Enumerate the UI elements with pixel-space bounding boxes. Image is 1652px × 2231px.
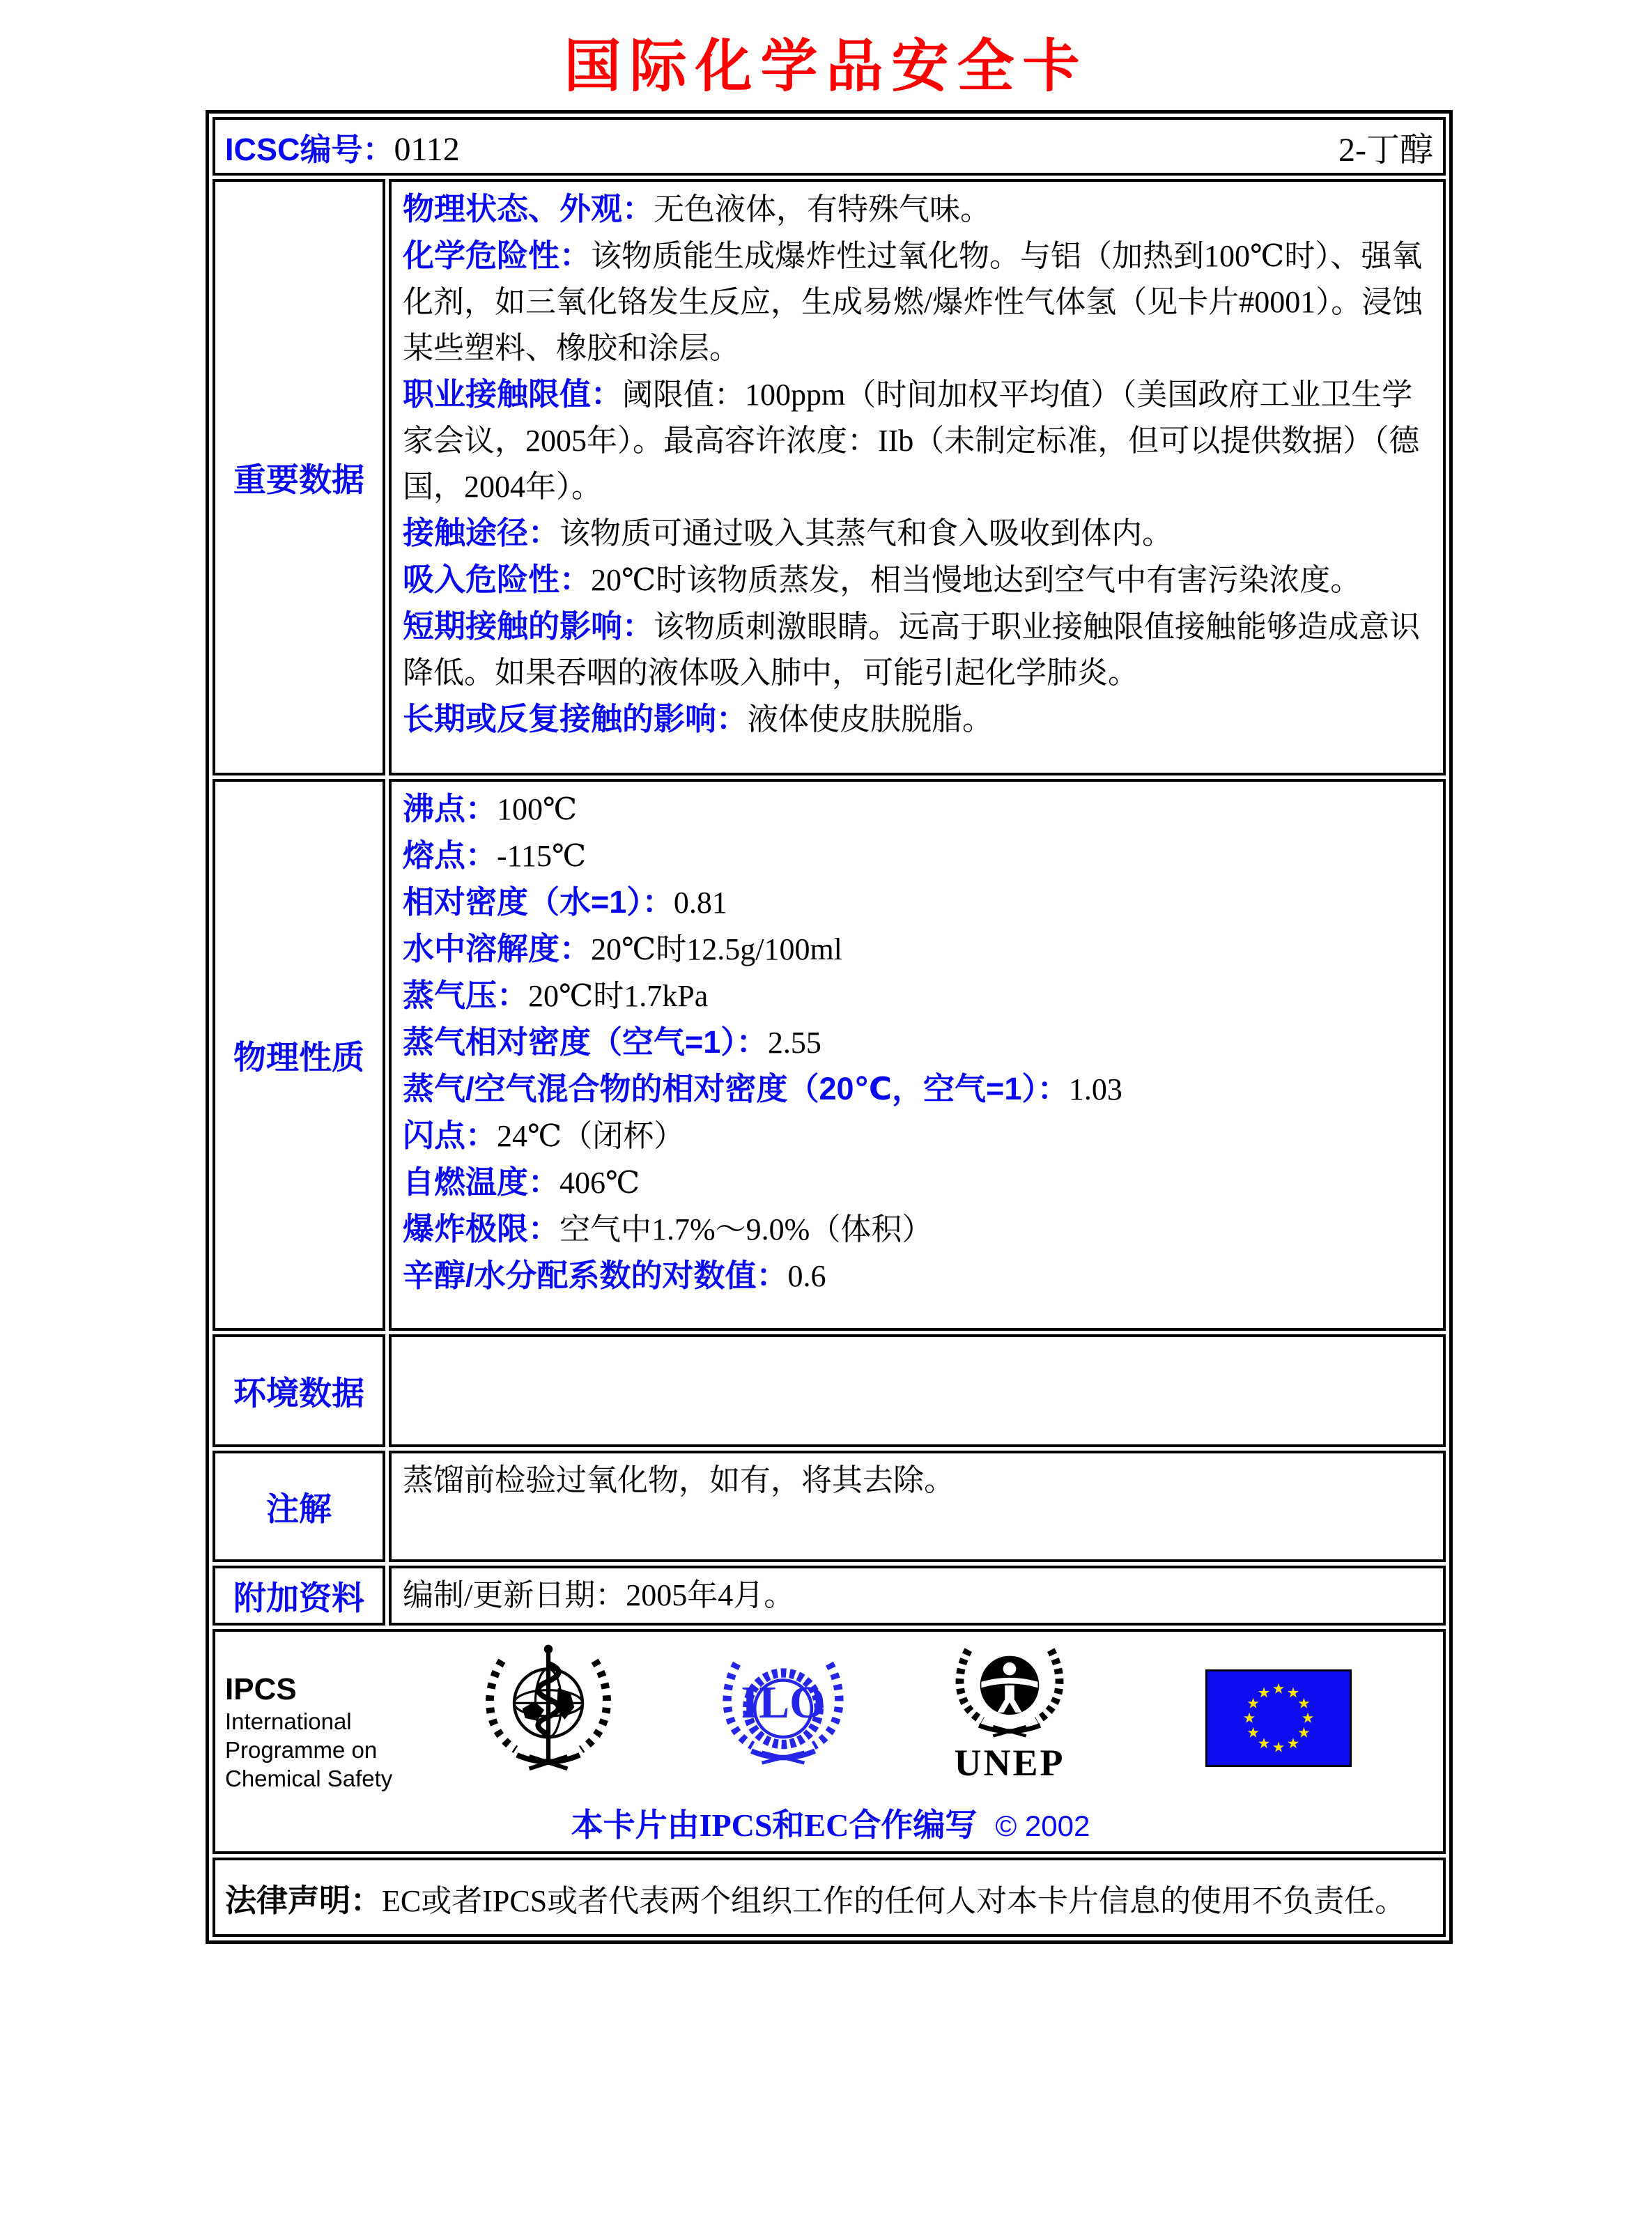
- additional-info-row: [213, 1566, 1446, 1626]
- additional-info-content: 编制/更新日期：2005年4月。: [389, 1566, 1446, 1626]
- ipcs-line: International: [225, 1708, 352, 1734]
- ilo-letters: ILO: [741, 1677, 826, 1728]
- notes-content: 蒸馏前检验过氧化物，如有，将其去除。: [389, 1451, 1446, 1562]
- property-line: [403, 926, 1432, 973]
- property-line: [403, 879, 1432, 926]
- property-value: -115℃: [497, 839, 587, 873]
- property-label: 蒸气相对密度（空气=1）：: [403, 1024, 768, 1060]
- field-label: 接触途径：: [403, 515, 560, 550]
- unep-caption: UNEP: [954, 1742, 1065, 1784]
- additional-info-label: 附加资料: [213, 1566, 385, 1626]
- property-value: 2.55: [767, 1026, 821, 1060]
- copyright-text: © 2002: [995, 1809, 1090, 1842]
- important-data-item: [403, 557, 1432, 603]
- ipcs-line: Programme on: [225, 1737, 378, 1763]
- icsc-number-label: ICSC编号：: [225, 131, 394, 167]
- ipcs-acronym: IPCS: [225, 1672, 297, 1706]
- field-text: 该物质可通过吸入其蒸气和食入吸收到体内。: [559, 516, 1173, 550]
- credit-text: 本卡片由IPCS和EC合作编写: [571, 1807, 978, 1843]
- chemical-name: 2-丁醇: [1338, 131, 1433, 169]
- notes-row: [213, 1451, 1446, 1562]
- icsc-card-table: [206, 110, 1453, 1944]
- field-label: 吸入危险性：: [403, 562, 592, 597]
- logos-row: [213, 1629, 1446, 1854]
- important-data-item: [403, 233, 1432, 371]
- field-label: 化学危险性：: [403, 238, 592, 273]
- header-row: [213, 117, 1446, 176]
- important-data-row: [213, 179, 1446, 775]
- icsc-number: [225, 124, 460, 169]
- physical-properties-content: [389, 779, 1446, 1331]
- field-text: 该物质能生成爆炸性过氧化物。与铝（加热到100℃时）、强氧化剂，如三氧化铬发生反应，生成易燃/爆炸性气体氢（见卡片#0001）。浸蚀某些塑料、橡胶和涂层。: [403, 239, 1423, 365]
- property-line: [403, 833, 1432, 879]
- property-line: [403, 1206, 1432, 1253]
- property-value: 406℃: [559, 1166, 640, 1200]
- important-data-item: [403, 371, 1432, 510]
- environmental-data-content: [389, 1334, 1446, 1447]
- property-label: 相对密度（水=1）：: [403, 884, 674, 920]
- header-cell: [213, 117, 1446, 176]
- icsc-number-value: 0112: [394, 130, 460, 168]
- unep-logo-icon: [947, 1643, 1072, 1784]
- property-value: 0.6: [787, 1259, 826, 1293]
- credit-line: [225, 1800, 1436, 1846]
- important-data-content: [389, 179, 1446, 775]
- property-label: 熔点：: [403, 837, 497, 873]
- property-line: [403, 1113, 1432, 1159]
- property-label: 闪点：: [403, 1118, 497, 1153]
- field-label: 短期接触的影响：: [403, 608, 654, 644]
- field-text: 该物质刺激眼睛。远高于职业接触限值接触能够造成意识降低。如果吞咽的液体吸入肺中，可能引起化学肺炎。: [403, 610, 1421, 690]
- field-text: 20℃时该物质蒸发，相当慢地达到空气中有害污染浓度。: [591, 563, 1361, 597]
- field-text: 无色液体，有特殊气味。: [654, 192, 991, 226]
- important-data-item: [403, 603, 1432, 696]
- legal-text: EC或者IPCS或者代表两个组织工作的任何人对本卡片信息的使用不负责任。: [382, 1883, 1406, 1918]
- legal-cell: [213, 1858, 1446, 1937]
- ipcs-text-block: [225, 1642, 434, 1793]
- property-line: [403, 786, 1432, 833]
- important-data-label: 重要数据: [213, 179, 385, 775]
- environmental-data-label: 环境数据: [213, 1334, 385, 1447]
- legal-row: [213, 1858, 1446, 1937]
- property-value: 0.81: [673, 886, 727, 920]
- ilo-logo-icon: [717, 1653, 849, 1773]
- property-label: 爆炸极限：: [403, 1211, 560, 1246]
- logos-cell: [213, 1629, 1446, 1854]
- notes-label: 注解: [213, 1451, 385, 1562]
- important-data-item: [403, 696, 1432, 743]
- property-label: 水中溶解度：: [403, 931, 592, 966]
- property-label: 辛醇/水分配系数的对数值：: [403, 1258, 788, 1293]
- page-title: 国际化学品安全卡: [564, 33, 1088, 100]
- property-line: [403, 973, 1432, 1019]
- field-label: 长期或反复接触的影响：: [403, 701, 748, 736]
- property-value: 100℃: [497, 792, 578, 826]
- field-label: 物理状态、外观：: [403, 191, 654, 226]
- property-label: 蒸气压：: [403, 978, 529, 1013]
- important-data-item: [403, 510, 1432, 557]
- eu-flag-icon: [1202, 1669, 1355, 1767]
- environmental-data-row: [213, 1334, 1446, 1447]
- property-value: 24℃（闭杯）: [497, 1119, 685, 1153]
- property-value: 空气中1.7%～9.0%（体积）: [559, 1212, 933, 1246]
- field-text: 液体使皮肤脱脂。: [748, 702, 994, 736]
- property-value: 1.03: [1068, 1072, 1122, 1106]
- property-label: 蒸气/空气混合物的相对密度（20℃，空气=1）：: [403, 1071, 1069, 1106]
- ipcs-line: Chemical Safety: [225, 1766, 393, 1791]
- property-line: [403, 1253, 1432, 1299]
- property-label: 沸点：: [403, 791, 497, 826]
- property-line: [403, 1066, 1432, 1113]
- field-label: 职业接触限值：: [403, 376, 623, 412]
- important-data-item: [403, 186, 1432, 233]
- property-value: 20℃时1.7kPa: [528, 979, 709, 1013]
- property-label: 自燃温度：: [403, 1164, 560, 1200]
- legal-label: 法律声明：: [225, 1882, 383, 1918]
- physical-properties-row: [213, 779, 1446, 1331]
- physical-properties-label: 物理性质: [213, 779, 385, 1331]
- property-line: [403, 1019, 1432, 1066]
- who-logo-icon: [480, 1643, 617, 1785]
- property-value: 20℃时12.5g/100ml: [591, 932, 842, 966]
- property-line: [403, 1159, 1432, 1206]
- field-text: 阈限值：100ppm（时间加权平均值）（美国政府工业卫生学家会议，2005年）。最高容许浓度：IIb（未制定标准，但可以提供数据）（德国，2004年）。: [403, 378, 1420, 504]
